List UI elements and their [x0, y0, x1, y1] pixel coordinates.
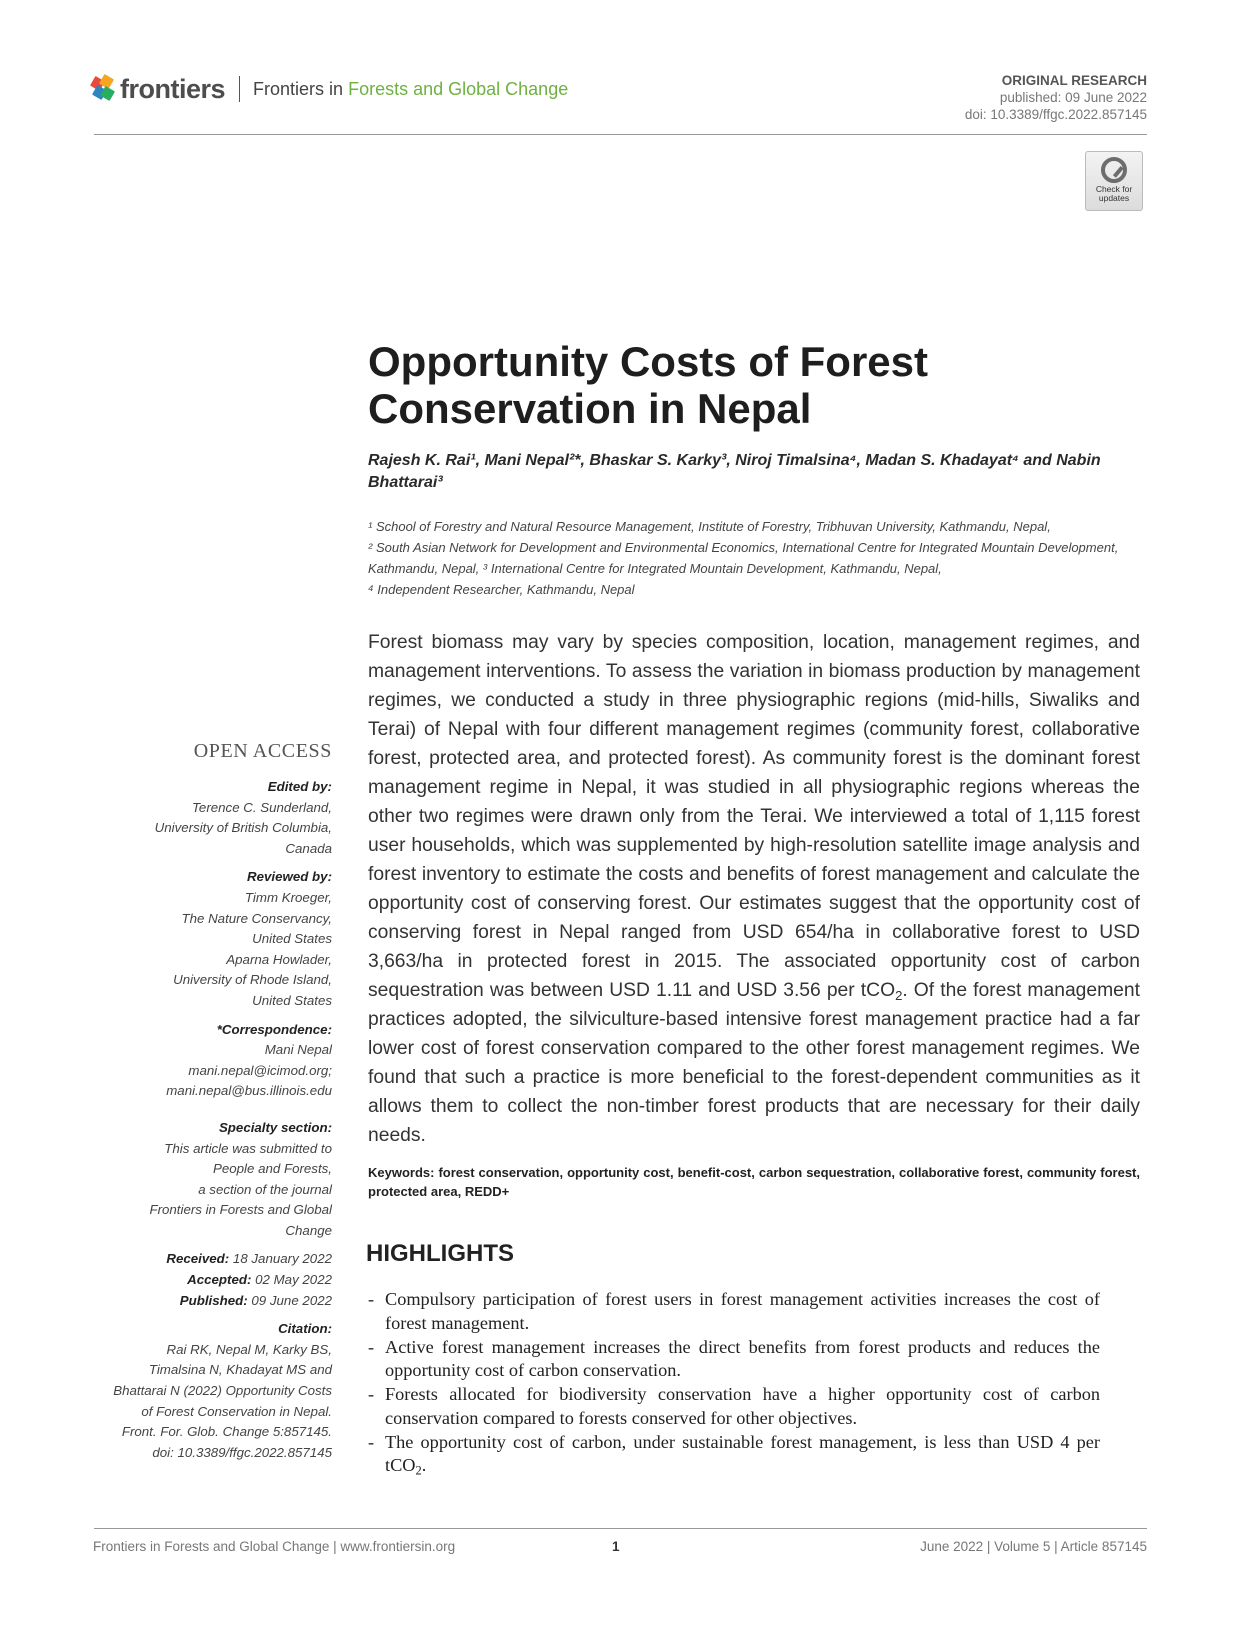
reviewed-label: Reviewed by:	[247, 869, 332, 885]
journal-name	[253, 79, 568, 100]
correspondence-value[interactable]: Mani Nepal mani.nepal@icimod.org; mani.nepal@bus.illinois.edu	[166, 1042, 332, 1099]
highlight-text: The opportunity cost of carbon, under sustainable forest management, is less than USD 4 per tCO	[385, 1431, 1100, 1475]
highlights-heading: HIGHLIGHTS	[366, 1240, 514, 1267]
dates	[100, 1249, 332, 1311]
check-updates-label: Check for updates	[1095, 184, 1133, 203]
article-doi[interactable]: doi: 10.3389/ffgc.2022.857145	[964, 107, 1147, 122]
highlight-subscript: 2	[415, 1463, 422, 1478]
frontiers-logo-icon	[92, 76, 114, 102]
journal-logo[interactable]	[92, 72, 568, 106]
accepted-label: Accepted:	[187, 1272, 252, 1288]
accepted-value: 02 May 2022	[255, 1272, 332, 1288]
edited-value: Terence C. Sunderland, University of British Columbia, Canada	[154, 799, 332, 856]
affiliation-1: ¹ School of Forestry and Natural Resource Management, Institute of Forestry, Tribhuvan University, Kathmandu, Nepal,	[368, 519, 1051, 534]
abstract	[368, 628, 1140, 1150]
article-title: Opportunity Costs of Forest Conservation in Nepal	[368, 338, 928, 432]
published-label: Published:	[179, 1292, 248, 1308]
open-access-label: OPEN ACCESS	[193, 740, 332, 762]
abstract-subscript: 2	[895, 987, 903, 1003]
author-list: Rajesh K. Rai¹, Mani Nepal²*, Bhaskar S. Karky³, Niroj Timalsina⁴, Madan S. Khadayat⁴ and Nabin Bhattarai³	[368, 452, 1101, 491]
specialty-value: This article was submitted to People and Forests, a section of the journal Frontiers in Forests and Global Change	[149, 1140, 332, 1238]
affiliation-2: ² South Asian Network for Development and Environmental Economics, International Centre for Integrated Mountain Development, Kathmandu, Nepal, ³ International Centre for Integrated Mountain Development, Kathmandu, Nepal,	[368, 540, 1119, 576]
highlights-list	[368, 1288, 1100, 1478]
header-divider	[94, 134, 1147, 135]
article-type: ORIGINAL RESEARCH	[1001, 73, 1147, 88]
published-value: 09 June 2022	[251, 1292, 332, 1308]
page-number: 1	[612, 1539, 620, 1554]
affiliations	[368, 516, 1128, 600]
edited-by	[100, 777, 332, 859]
footer-divider	[94, 1528, 1147, 1529]
article-sidebar	[100, 739, 332, 1471]
check-for-updates-button[interactable]	[1085, 151, 1143, 211]
affiliation-3: ⁴ Independent Researcher, Kathmandu, Nepal	[368, 582, 635, 597]
citation	[100, 1319, 332, 1463]
edited-label: Edited by:	[267, 779, 332, 794]
correspondence	[100, 1020, 332, 1102]
received-value: 18 January 2022	[232, 1251, 332, 1267]
specialty-section	[100, 1118, 332, 1242]
journal-prefix: Frontiers in	[253, 78, 344, 99]
keywords: Keywords: forest conservation, opportunity cost, benefit-cost, carbon sequestration, collaborative forest, community forest, protected area, REDD+	[368, 1165, 1140, 1199]
highlight-item: - Active forest management increases the direct benefits from forest products and reduces the opportunity cost of carbon conservation.	[368, 1336, 1100, 1383]
reviewed-by	[100, 867, 332, 1011]
abstract-text-cont: . Of the forest management practices adopted, the silviculture-based intensive forest management practice had a far lower cost of forest conservation compared to the other forest management regimes. We found that such a practice is more beneficial to the forest-dependent communities as it allows them to collect the non-timber forest products that are necessary for their daily needs.	[368, 980, 1140, 1146]
citation-label: Citation:	[278, 1321, 332, 1337]
article-meta	[965, 72, 1147, 123]
highlight-text-end: .	[421, 1455, 427, 1475]
correspondence-label: *Correspondence:	[216, 1021, 332, 1037]
highlight-item: - Compulsory participation of forest users in forest management activities increases the cost of forest management.	[368, 1288, 1100, 1335]
publisher-name: frontiers	[120, 73, 226, 104]
check-updates-icon	[1101, 157, 1127, 183]
footer-journal-link[interactable]: Frontiers in Forests and Global Change | www.frontiersin.org	[93, 1539, 456, 1554]
citation-value: Rai RK, Nepal M, Karky BS, Timalsina N, Khadayat MS and Bhattarai N (2022) Opportunity Costs of Forest Conservation in Nepal. Front. For. Glob. Change 5:857145. doi: 10.3389/ffgc.2022.857145	[113, 1341, 332, 1460]
published-date: published: 09 June 2022	[999, 90, 1147, 105]
reviewed-value: Timm Kroeger, The Nature Conservancy, United States Aparna Howlader, University of Rhode Island, United States	[173, 889, 332, 1008]
highlight-item	[368, 1431, 1100, 1478]
journal-title: Forests and Global Change	[348, 78, 569, 99]
highlight-item: - Forests allocated for biodiversity conservation have a higher opportunity cost of carbon conservation compared to forests conserved for other objectives.	[368, 1383, 1100, 1430]
footer-issue-info: June 2022 | Volume 5 | Article 857145	[920, 1539, 1147, 1554]
abstract-text: Forest biomass may vary by species composition, location, management regimes, and management interventions. To assess the variation in biomass production by management regimes, we conducted a study in three physiographic regions (mid-hills, Siwaliks and Terai) of Nepal with four different management regimes (community forest, collaborative forest, protected area, and protected forest). As community forest is the dominant forest management regime in Nepal, it was studied in all physiographic regions whereas the other two regimes were drawn only from the Terai. We interviewed a total of 1,115 forest user households, which was supplemented by high-resolution satellite image analysis and forest inventory to estimate the costs and benefits of forest management and calculate the opportunity cost of conserving forest. Our estimates suggest that the opportunity cost of conserving forest in Nepal ranged from USD 654/ha in collaborative forest to USD 3,663/ha in protected forest in 2015. The associated opportunity cost of carbon sequestration was between USD 1.11 and USD 3.56 per tCO	[368, 632, 1140, 1001]
specialty-label: Specialty section:	[218, 1119, 332, 1135]
logo-divider	[239, 76, 240, 102]
received-label: Received:	[166, 1251, 230, 1267]
